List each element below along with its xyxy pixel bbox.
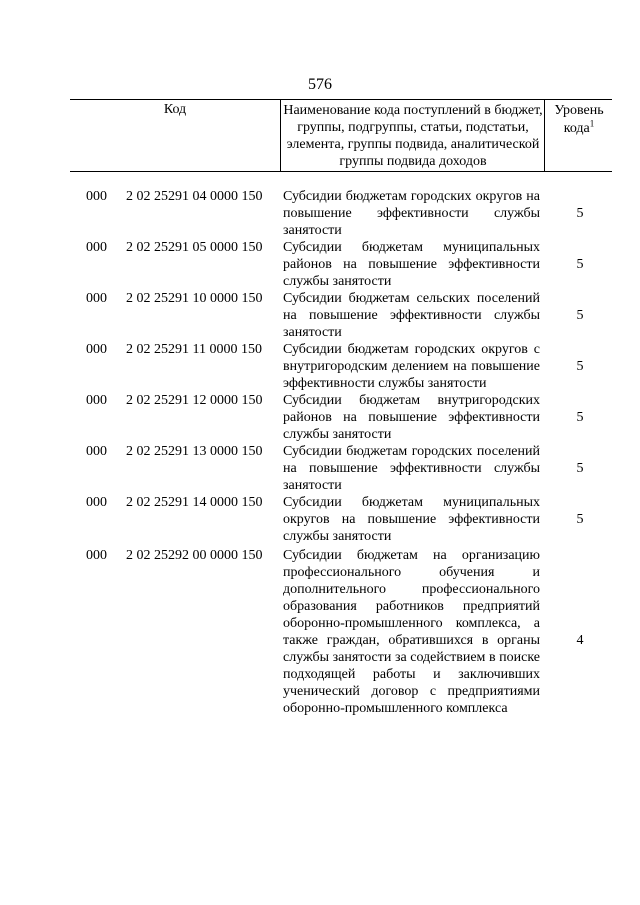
row-level: 5 bbox=[576, 257, 584, 272]
row-code: 2 02 25291 14 0000 150 bbox=[126, 495, 263, 510]
table-row bbox=[0, 239, 640, 290]
row-name: Субсидии бюджетам на организацию профессионального обучения и дополнительного профессионального образования работников предприятий оборонно-промышленного комплекса, а также граждан, обратившихся в органы службы занятости за содействием в поиске подходящей работы и заключивших ученический договор с предприятиями оборонно-промышленного комплекса bbox=[283, 548, 540, 716]
row-prefix: 000 bbox=[86, 291, 107, 306]
page-number: 576 bbox=[308, 76, 332, 93]
header-divider bbox=[544, 100, 545, 171]
table-row bbox=[0, 494, 640, 545]
row-name: Субсидии бюджетам муниципальных округов на повышение эффективности службы занятости bbox=[283, 495, 540, 544]
row-code: 2 02 25291 11 0000 150 bbox=[126, 342, 262, 357]
header-level bbox=[546, 102, 612, 138]
row-code: 2 02 25291 10 0000 150 bbox=[126, 291, 263, 306]
row-prefix: 000 bbox=[86, 240, 107, 255]
row-level: 5 bbox=[576, 461, 584, 476]
table-row bbox=[0, 392, 640, 443]
row-level: 4 bbox=[576, 633, 584, 648]
table-row bbox=[0, 547, 640, 717]
row-name: Субсидии бюджетам городских округов с внутригородским делением на повышение эффективности службы занятости bbox=[283, 342, 540, 391]
table-row bbox=[0, 188, 640, 239]
table-row bbox=[0, 290, 640, 341]
row-code: 2 02 25292 00 0000 150 bbox=[126, 548, 263, 563]
row-code: 2 02 25291 04 0000 150 bbox=[126, 189, 263, 204]
table-body bbox=[0, 188, 640, 717]
header-divider bbox=[280, 100, 281, 171]
table-row bbox=[0, 341, 640, 392]
header-level-label: Уровень кода bbox=[554, 103, 604, 136]
row-level: 5 bbox=[576, 206, 584, 221]
row-name: Субсидии бюджетам муниципальных районов на повышение эффективности службы занятости bbox=[283, 240, 540, 289]
row-prefix: 000 bbox=[86, 189, 107, 204]
row-name: Субсидии бюджетам городских округов на повышение эффективности службы занятости bbox=[283, 189, 540, 238]
row-prefix: 000 bbox=[86, 548, 107, 563]
row-name: Субсидии бюджетам внутригородских районов на повышение эффективности службы занятости bbox=[283, 393, 540, 442]
row-code: 2 02 25291 05 0000 150 bbox=[126, 240, 263, 255]
header-code: Код bbox=[163, 102, 187, 117]
table-row bbox=[0, 443, 640, 494]
row-prefix: 000 bbox=[86, 393, 107, 408]
row-name: Субсидии бюджетам сельских поселений на повышение эффективности службы занятости bbox=[283, 291, 540, 340]
table-header bbox=[70, 99, 612, 172]
row-level: 5 bbox=[576, 512, 584, 527]
row-level: 5 bbox=[576, 410, 584, 425]
header-name: Наименование кода поступлений в бюджет, группы, подгруппы, статьи, подстатьи, элемента, группы подвида, аналитической группы подвида доходов bbox=[283, 103, 543, 169]
row-code: 2 02 25291 12 0000 150 bbox=[126, 393, 263, 408]
row-prefix: 000 bbox=[86, 495, 107, 510]
row-prefix: 000 bbox=[86, 444, 107, 459]
row-prefix: 000 bbox=[86, 342, 107, 357]
row-code: 2 02 25291 13 0000 150 bbox=[126, 444, 263, 459]
header-level-footnote: 1 bbox=[589, 118, 595, 129]
row-level: 5 bbox=[576, 359, 584, 374]
row-name: Субсидии бюджетам городских поселений на повышение эффективности службы занятости bbox=[283, 444, 540, 493]
row-level: 5 bbox=[576, 308, 584, 323]
